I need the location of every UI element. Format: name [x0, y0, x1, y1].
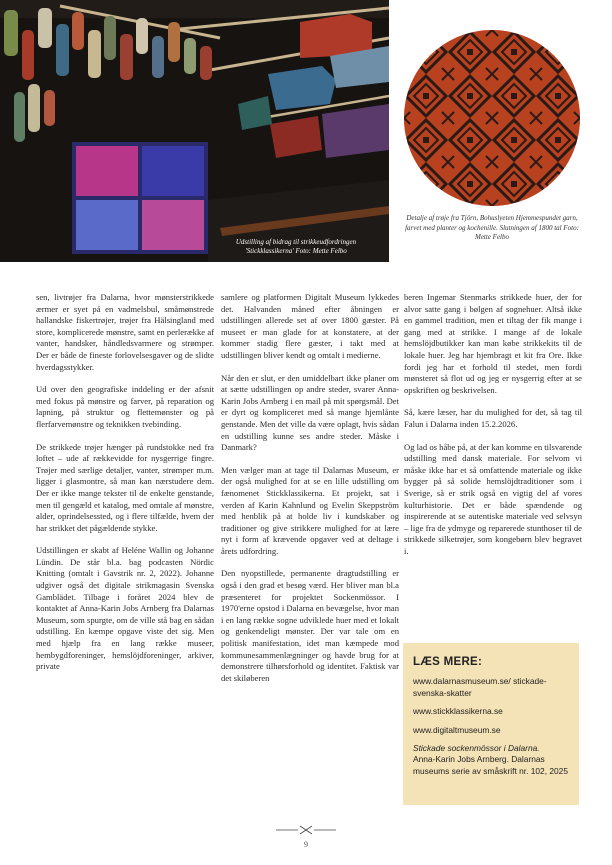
- exhibition-photo-caption: Udstilling af bidrag til strikkeudfordringen 'Stickklassikerna' Foto: Mette Felbo: [235, 238, 357, 255]
- paragraph: Så, kære læser, har du mulighed for det, så tag til Falun i Dalarna inden 15.2.2026.: [404, 407, 582, 429]
- paragraph: Den nyopstillede, permanente dragtudstilling er også i den grad et besøg værd. Her bliver man bl.a præsenteret for projektet Sockenmössor. I 1970'erne opstod i Dalarna en bevægelse, hvor man i en lang række sogne udviklede huer med et lokalt og genkendeligt mønster. Der var tale om en politisk manifestation, idet man kæmpede mod kommunesammenlægninger og havde brug for at demonstrere tilhørsforhold og identitet. Faktisk var det skiløberen: [221, 568, 399, 683]
- book-reference: [413, 743, 569, 777]
- paragraph: De strikkede trøjer hænger på rundstokke ned fra loftet – ude af rækkevidde for nysgerrige fingre. Trøjer med særlige detaljer, vanter, strømper m.m. ligger i glasmontre, så man kan nærstudere dem. Der er ikke mange tekster til de enkelte genstande, men til gengæld et katalog, med omtale af mønstre, alder, oprindelsessted, og i flere tilfælde, hvem der har strikket det pågældende stykke.: [36, 441, 214, 533]
- exhibition-photo-illustration: [0, 0, 389, 262]
- sweater-detail-caption: Detalje af trøje fra Tjörn, Bohuslyeten Hjemmespundet garn, farvet med planter og kochenille. Slutningen af 1800 tal Foto: Mette Felbo: [405, 214, 579, 241]
- exhibition-photo: [0, 0, 389, 262]
- knit-pattern-illustration: [404, 30, 580, 206]
- article-column-1: [36, 292, 214, 684]
- paragraph: Og lad os håbe på, at der kan komme en tilsvarende udstilling med dansk materiale. For selvom vi måske ikke har et så omfattende materiale og ikke bygger på så solide hemslöjdtraditioner som i Sverige, så er strik også en vigtig del af vores kulturhistorie. Det er både spændende og inspirerende at se autentiske materiale ved selvsyn – lige fra de ydmyge og reparerede stunthoser til de strikkede silketrøjer, som kongebørn blev begravet i.: [404, 441, 582, 556]
- read-more-box: [403, 643, 579, 805]
- book-title: Stickade sockenmössor i Dalarna.: [413, 743, 540, 754]
- paragraph: Når den er slut, er den umiddelbart ikke planer om at sætte udstillingen op andre steder, svarer Anna-Karin Jobs Arnberg i en mail på mit spørgsmål. Det er dyrt og kompliceret med så mange hjemlånte genstande. Men det ville da være oplagt, hvis sådan en udstilling kunne ses andre steder. Måske i Danmark?: [221, 372, 399, 453]
- paragraph: Ud over den geografiske inddeling er der afsnit med fokus på mønstre og farver, på reparation og lapning, på struktur og flettemønster og på flerfarvemønstre og teknikken tvebinding.: [36, 384, 214, 429]
- paragraph: Udstillingen er skabt af Heléne Wallin og Johanne Lündin. De står bl.a. bag podcasten Nördic Knitting (omtalt i Gavstrik nr. 2, 2022). Johanne udgiver også det digitale strikmagasin Svenska Gamblädet. Tilbage i foråret 2024 blev de kontaktet af Anna-Karin Jobs Arnberg fra Dalarnas Museum, som spurgte, om de ville stå bag en sådan udstilling. En kæmpe opgave viste det sig. Men med hjælp fra en lang række museer, hembygdforeninger, hemslöjdforeninger, arkiver, private: [36, 545, 214, 672]
- footer-ornament: [276, 825, 336, 835]
- read-more-heading: LÆS MERE:: [413, 656, 483, 668]
- paragraph: Men vælger man at tage til Dalarnas Museum, er der også mulighed for at se en lille udstilling om fænomenet Stickklassikerna. Et projekt, sat i verden af Karin Kahnlund og Evelin Skeppström med henblik på at holde liv i kundskaber og traditioner og give strikkere mulighed for at lære nyt i form af krævende opgaver ved at deltage i årets udfordring.: [221, 464, 399, 556]
- sweater-detail-photo: [404, 30, 580, 206]
- link-stickklassikerna[interactable]: www.stickklassikerna.se: [413, 706, 503, 717]
- page-number: 9: [304, 840, 308, 849]
- paragraph: beren Ingemar Stenmarks strikkede huer, der for alvor satte gang i bølgen af sognehuer. Altså ikke en gammel tradition, men et tiltag der fik mange i gang med at strikke. I mange af de lokale hemslöjdbutikker kan man købe strikkekits til de lokale huer. Jeg har hjembragt et kit fra Ore. Ikke fordi jeg har et forhold til stedet, men fordi mønsteret så flot ud og jeg er nysgerrig efter at se opskriften og beskrivelsen.: [404, 292, 582, 395]
- article-column-3: [404, 292, 582, 568]
- link-digitalt-museum[interactable]: www.digitaltmuseum.se: [413, 724, 501, 735]
- book-details: Anna-Karin Jobs Arnberg. Dalarnas museums serie av småskrift nr. 102, 2025: [413, 754, 569, 776]
- link-dalarnas-museum[interactable]: www.dalarnasmuseum.se/ stickade-svenska-skatter: [413, 676, 547, 698]
- article-column-2: [221, 292, 399, 695]
- paragraph: samlere og platformen Digitalt Museum lykkedes det. Halvanden måned efter åbningen er udstillingen allerede set af over 1800 gæster. På museet er man glade for at konstatere, at der kommer stadig flere gæster, i takt med at udstillingen bliver kendt og omtalt i medierne.: [221, 292, 399, 360]
- paragraph: sen, livtrøjer fra Dalarna, hvor mønsterstrikkede ærmer er syet på en vadmelsbul, småmønstrede hallandske fiskertrøjer, trøjer fra Hälsingland med store, komplicerede mønstre, samt en perlerække af vanter, handsker, håndledsvarmere og strømper. Der er både de fineste forlovelsesgaver og de slidte hverdagsstykker.: [36, 292, 214, 372]
